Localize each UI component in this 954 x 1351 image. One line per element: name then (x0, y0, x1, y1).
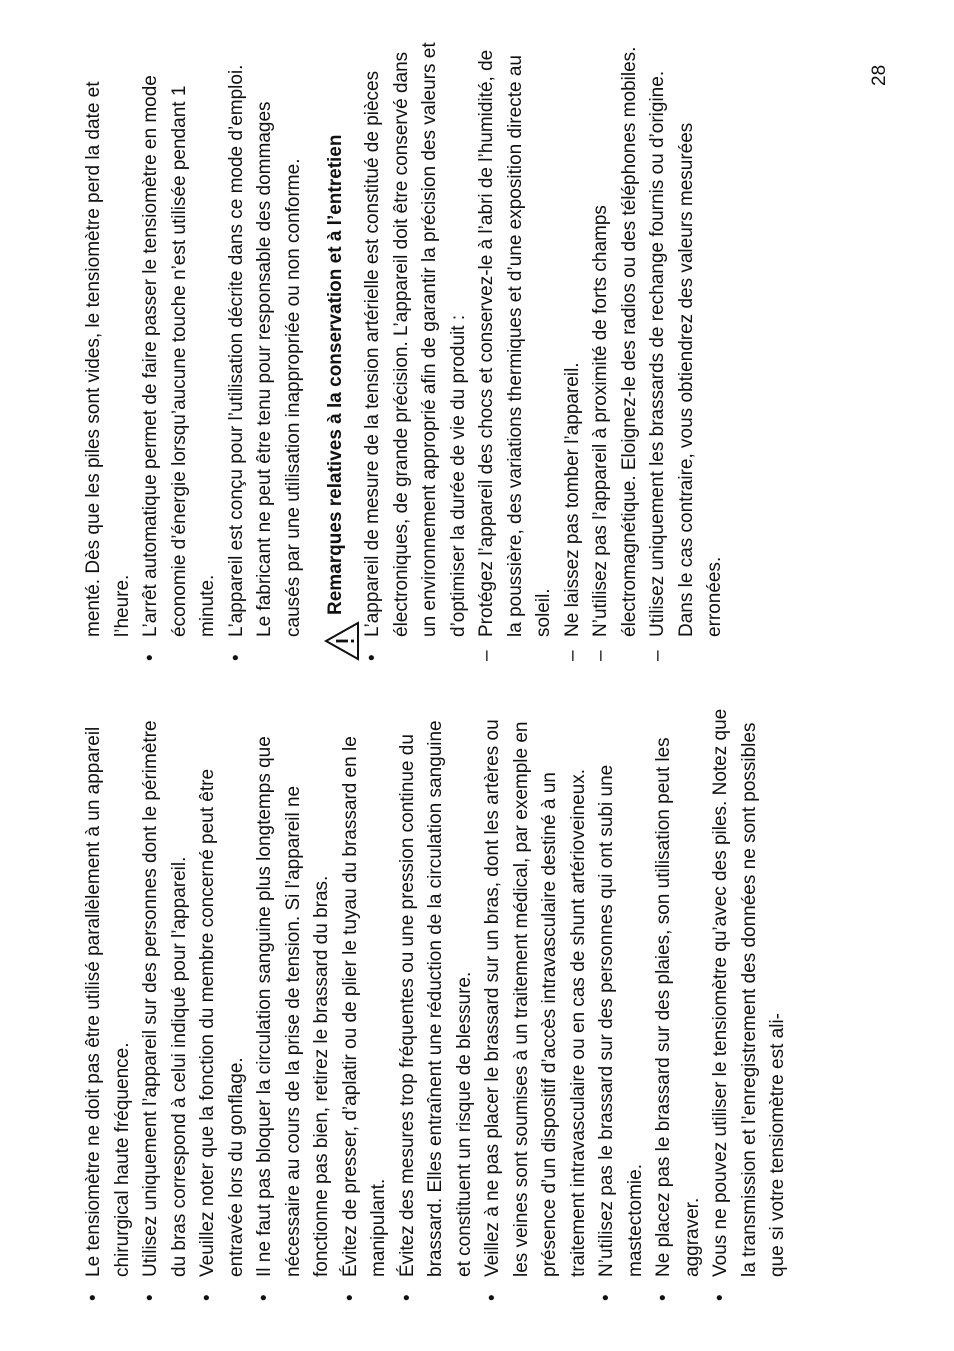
list-item (137, 706, 194, 1301)
list-item (251, 706, 337, 1301)
page-number: 28 (869, 64, 890, 86)
bullet-mark: • (482, 1294, 503, 1301)
dash-mark: – (590, 650, 611, 661)
bullet-mark: • (140, 1294, 161, 1301)
list-item-text: Vous ne pouvez utiliser le tensiomètre qu’avec des piles. Notez que la transmission et l’enregistrement des données ne sont possibles que si votre tensiomètre est ali- (710, 708, 788, 1277)
list-item-text: Veuillez noter que la fonction du membre concerné peut être entravée lors du gonflage. (197, 768, 247, 1277)
continued-paragraph (80, 41, 137, 661)
bullet-mark: • (596, 1294, 617, 1301)
list-item-text: L’appareil est conçu pour l’utilisation décrite dans ce mode d’emploi. Le fabricant ne peut être tenu pour responsable des dommages causés par une utilisation inappropriée ou non conforme. (225, 64, 304, 637)
list-item (137, 41, 223, 661)
bullet-mark: • (396, 1294, 418, 1301)
list-item-text: L’appareil de mesure de la tension artérielle est constitué de pièces électroniques, de grande précision. L’appareil doit être conservé dans un environnement approprié afin de garantir la précision des valeurs et d’optimiser la durée de vie du produit : (362, 42, 469, 637)
dash-mark: – (476, 650, 497, 661)
bullet-mark: • (83, 1294, 104, 1301)
dash-mark: – (561, 650, 583, 661)
list-item-text: Le tensiomètre ne doit pas être utilisé parallèlement à un appareil chirurgical haute fréquence. (83, 726, 133, 1277)
list-item (559, 41, 588, 661)
list-item (707, 706, 793, 1301)
list-item-text: Évitez de presser, d’aplatir ou de plier le tuyau du brassard en le manipulant. (339, 736, 389, 1277)
continued-text: menté. Dès que les piles sont vides, le tensiomètre perd la date et l’heure. (83, 81, 133, 637)
list-item (394, 706, 480, 1301)
bullet-mark: • (254, 1294, 275, 1301)
list-item-text: Évitez des mesures trop fréquentes ou une pression continue du brassard. Elles entraînent une réduction de la circulation sanguine et constituent un risque de blessure. (396, 720, 475, 1277)
warning-triangle-icon (324, 621, 360, 661)
list-item-text: Ne laissez pas tomber l’appareil. (561, 362, 583, 637)
list-item (479, 706, 593, 1301)
list-item (644, 41, 730, 661)
dash-mark: – (647, 650, 668, 661)
list-item-text: Ne placez pas le brassard sur des plaies, son utilisation peut les aggraver. (653, 737, 703, 1277)
list-item (650, 706, 707, 1301)
list-item (337, 706, 394, 1301)
list-item (223, 41, 309, 661)
list-item (359, 41, 473, 661)
list-item (587, 41, 644, 661)
bullet-mark: • (225, 654, 247, 661)
left-column (80, 706, 793, 1301)
list-item-text: Il ne faut pas bloquer la circulation sanguine plus longtemps que nécessaire au cours de la prise de tension. Si l’appareil ne fonctionne pas bien, retirez le brassard du bras. (254, 736, 332, 1277)
list-item (80, 706, 137, 1301)
list-item-text: N’utilisez pas l’appareil à proximité de forts champs électromagnétique. Eloignez-le des radios ou des téléphones mobiles. (590, 46, 640, 637)
list-item (473, 41, 559, 661)
warning-heading (322, 41, 349, 661)
bullet-mark: • (197, 1294, 218, 1301)
right-column (80, 41, 730, 661)
list-item-text: Veillez à ne pas placer le brassard sur un bras, dont les artères ou les veines sont soumises à un traitement médical, par exemple en présence d’un dispositif d’accès intravasculaire destiné à un traitement intravasculaire ou en cas de shunt artérioveineux. (482, 719, 589, 1277)
list-item-text: Utilisez uniquement l’appareil sur des personnes dont le périmètre du bras correspond à celui indiqué pour l’appareil. (140, 720, 190, 1277)
list-item (593, 706, 650, 1301)
list-item (194, 706, 251, 1301)
bullet-mark: • (362, 654, 383, 661)
bullet-mark: • (710, 1294, 731, 1301)
list-item-text: N’utilisez pas le brassard sur des personnes qui ont subi une mastectomie. (596, 764, 646, 1277)
bullet-mark: • (339, 1294, 361, 1301)
list-item-text: Protégez l’appareil des chocs et conservez-le à l’abri de l’humidité, de la poussière, des variations thermiques et d’une exposition directe au soleil. (476, 49, 554, 637)
list-item-text: L’arrêt automatique permet de faire passer le tensiomètre en mode économie d’énergie lorsqu’aucune touche n’est utilisée pendant 1 minute. (140, 75, 218, 637)
list-item-text: Utilisez uniquement les brassards de rechange fournis ou d’origine. Dans le cas contraire, vous obtiendrez des valeurs mesurées erronées. (647, 70, 725, 637)
bullet-mark: • (653, 1294, 674, 1301)
warning-heading-text: Remarques relatives à la conservation et à l’entretien (325, 134, 346, 615)
bullet-mark: • (140, 654, 161, 661)
